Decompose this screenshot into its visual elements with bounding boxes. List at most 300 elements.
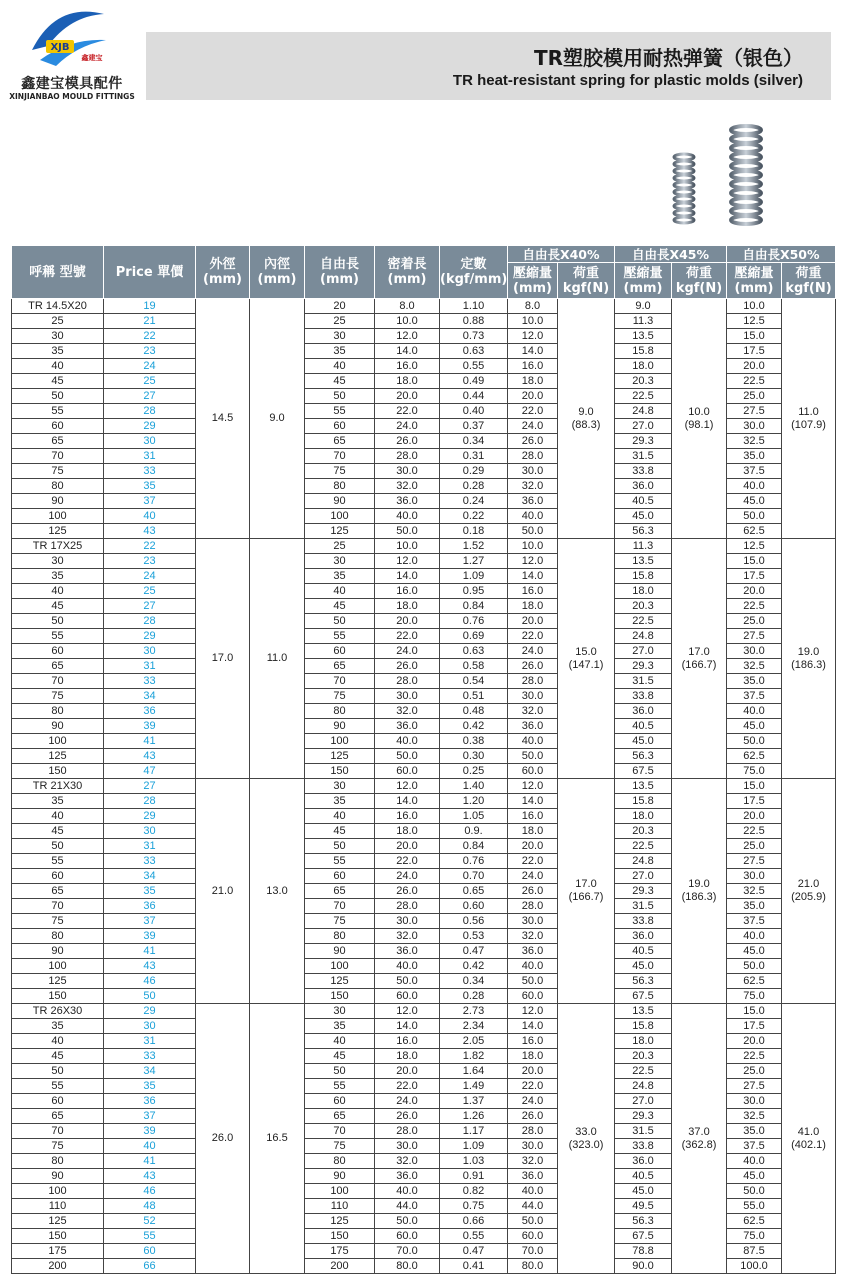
model-cell: 50 xyxy=(12,839,104,854)
compress-50-cell: 12.5 xyxy=(727,314,782,329)
model-cell: 100 xyxy=(12,509,104,524)
compress-45-cell: 40.5 xyxy=(615,1169,672,1184)
price-cell: 40 xyxy=(104,509,196,524)
free-length-cell: 25 xyxy=(305,314,375,329)
compress-50-cell: 37.5 xyxy=(727,464,782,479)
constant-cell: 1.05 xyxy=(440,809,508,824)
compress-50-cell: 50.0 xyxy=(727,734,782,749)
compress-45-cell: 24.8 xyxy=(615,629,672,644)
free-length-cell: 70 xyxy=(305,674,375,689)
constant-cell: 1.09 xyxy=(440,569,508,584)
load-40-cell xyxy=(558,779,615,1004)
solid-length-cell: 40.0 xyxy=(375,1184,440,1199)
price-cell: 33 xyxy=(104,464,196,479)
constant-cell: 0.55 xyxy=(440,359,508,374)
header-solid-length: 密着長 (mm) xyxy=(375,246,440,299)
price-cell: 29 xyxy=(104,809,196,824)
compress-40-cell: 24.0 xyxy=(508,419,558,434)
solid-length-cell: 50.0 xyxy=(375,749,440,764)
compress-40-cell: 22.0 xyxy=(508,404,558,419)
compress-50-cell: 12.5 xyxy=(727,539,782,554)
compress-50-cell: 22.5 xyxy=(727,599,782,614)
free-length-cell: 150 xyxy=(305,1229,375,1244)
free-length-cell: 55 xyxy=(305,629,375,644)
compress-40-cell: 70.0 xyxy=(508,1244,558,1259)
load-45-cell-kgf: 10.0 xyxy=(688,405,710,418)
load-45-cell-kgf: 19.0 xyxy=(688,878,710,890)
compress-50-cell: 32.5 xyxy=(727,659,782,674)
model-cell: 50 xyxy=(12,614,104,629)
compress-45-cell: 24.8 xyxy=(615,404,672,419)
free-length-cell: 65 xyxy=(305,434,375,449)
price-cell: 31 xyxy=(104,449,196,464)
solid-length-cell: 20.0 xyxy=(375,1064,440,1079)
price-cell: 39 xyxy=(104,719,196,734)
compress-50-cell: 35.0 xyxy=(727,899,782,914)
free-length-cell: 125 xyxy=(305,974,375,989)
constant-cell: 0.76 xyxy=(440,614,508,629)
header-load-45: 荷重 kgf(N) xyxy=(672,263,727,299)
free-length-cell: 50 xyxy=(305,1064,375,1079)
solid-length-cell: 44.0 xyxy=(375,1199,440,1214)
compress-50-cell: 75.0 xyxy=(727,1229,782,1244)
free-length-cell: 30 xyxy=(305,329,375,344)
constant-cell: 0.47 xyxy=(440,944,508,959)
compress-40-cell: 16.0 xyxy=(508,584,558,599)
compress-40-cell: 18.0 xyxy=(508,599,558,614)
solid-length-cell: 20.0 xyxy=(375,389,440,404)
compress-40-cell: 18.0 xyxy=(508,1049,558,1064)
compress-45-cell: 56.3 xyxy=(615,974,672,989)
free-length-cell: 75 xyxy=(305,689,375,704)
compress-50-cell: 40.0 xyxy=(727,929,782,944)
constant-cell: 0.95 xyxy=(440,584,508,599)
compress-45-cell: 27.0 xyxy=(615,1094,672,1109)
compress-40-cell: 60.0 xyxy=(508,1229,558,1244)
load-45-cell xyxy=(672,299,727,539)
load-40-cell-kgf: 15.0 xyxy=(575,645,597,658)
constant-cell: 0.34 xyxy=(440,974,508,989)
header-price: Price 單價 xyxy=(104,246,196,299)
spring-photo xyxy=(660,118,780,230)
solid-length-cell: 8.0 xyxy=(375,299,440,314)
model-cell: 125 xyxy=(12,1214,104,1229)
solid-length-cell: 28.0 xyxy=(375,899,440,914)
constant-cell: 0.65 xyxy=(440,884,508,899)
model-cell: 175 xyxy=(12,1244,104,1259)
price-cell: 60 xyxy=(104,1244,196,1259)
compress-50-cell: 25.0 xyxy=(727,389,782,404)
compress-40-cell: 26.0 xyxy=(508,434,558,449)
compress-40-cell: 36.0 xyxy=(508,719,558,734)
constant-cell: 1.26 xyxy=(440,1109,508,1124)
solid-length-cell: 30.0 xyxy=(375,914,440,929)
constant-cell: 1.64 xyxy=(440,1064,508,1079)
constant-cell: 0.40 xyxy=(440,404,508,419)
load-50-cell-newton: (205.9) xyxy=(791,891,826,903)
load-50-cell-kgf: 11.0 xyxy=(798,405,819,418)
inner-diameter-cell: 16.5 xyxy=(250,1004,305,1274)
load-40-cell-newton: (323.0) xyxy=(568,1138,604,1151)
constant-cell: 0.28 xyxy=(440,989,508,1004)
price-cell: 30 xyxy=(104,824,196,839)
free-length-cell: 30 xyxy=(305,554,375,569)
model-cell: 75 xyxy=(12,689,104,704)
load-45-cell xyxy=(672,539,727,779)
compress-45-cell: 13.5 xyxy=(615,554,672,569)
compress-40-cell: 50.0 xyxy=(508,749,558,764)
solid-length-cell: 28.0 xyxy=(375,674,440,689)
model-cell: 100 xyxy=(12,734,104,749)
model-cell: 75 xyxy=(12,1139,104,1154)
price-cell: 31 xyxy=(104,839,196,854)
compress-45-cell: 40.5 xyxy=(615,719,672,734)
page-title-cn: TR塑胶模用耐热弹簧（银色） xyxy=(533,46,803,70)
load-40-cell xyxy=(558,539,615,779)
model-cell: TR 26X30 xyxy=(12,1004,104,1019)
constant-cell: 1.20 xyxy=(440,794,508,809)
load-50-cell-newton: (402.1) xyxy=(791,1138,826,1151)
compress-45-cell: 22.5 xyxy=(615,389,672,404)
solid-length-cell: 10.0 xyxy=(375,314,440,329)
load-40-cell-kgf: 9.0 xyxy=(578,405,594,418)
logo-tag-text: 鑫建宝 xyxy=(81,53,103,62)
compress-45-cell: 27.0 xyxy=(615,419,672,434)
model-cell: 65 xyxy=(12,1109,104,1124)
compress-40-cell: 22.0 xyxy=(508,854,558,869)
model-cell: TR 21X30 xyxy=(12,779,104,794)
free-length-cell: 70 xyxy=(305,449,375,464)
constant-cell: 0.76 xyxy=(440,854,508,869)
compress-40-cell: 40.0 xyxy=(508,959,558,974)
price-cell: 19 xyxy=(104,299,196,314)
constant-cell: 0.22 xyxy=(440,509,508,524)
constant-cell: 0.42 xyxy=(440,719,508,734)
free-length-cell: 90 xyxy=(305,944,375,959)
solid-length-cell: 10.0 xyxy=(375,539,440,554)
free-length-cell: 70 xyxy=(305,1124,375,1139)
header-compress-50: 壓縮量 (mm) xyxy=(727,263,782,299)
header-free-length: 自由長 (mm) xyxy=(305,246,375,299)
free-length-cell: 35 xyxy=(305,344,375,359)
price-cell: 46 xyxy=(104,974,196,989)
free-length-cell: 65 xyxy=(305,1109,375,1124)
solid-length-cell: 32.0 xyxy=(375,704,440,719)
solid-length-cell: 12.0 xyxy=(375,554,440,569)
compress-40-cell: 22.0 xyxy=(508,629,558,644)
price-cell: 27 xyxy=(104,599,196,614)
free-length-cell: 45 xyxy=(305,599,375,614)
price-cell: 29 xyxy=(104,629,196,644)
load-45-cell-kgf: 17.0 xyxy=(688,645,710,658)
constant-cell: 0.66 xyxy=(440,1214,508,1229)
compress-45-cell: 67.5 xyxy=(615,764,672,779)
outer-diameter-cell: 26.0 xyxy=(196,1004,250,1274)
compress-40-cell: 20.0 xyxy=(508,389,558,404)
constant-cell: 2.05 xyxy=(440,1034,508,1049)
free-length-cell: 125 xyxy=(305,1214,375,1229)
table-row xyxy=(12,539,836,554)
load-45-cell-newton: (98.1) xyxy=(684,418,714,431)
compress-40-cell: 14.0 xyxy=(508,794,558,809)
price-cell: 31 xyxy=(104,1034,196,1049)
price-cell: 36 xyxy=(104,1094,196,1109)
constant-cell: 0.48 xyxy=(440,704,508,719)
constant-cell: 1.82 xyxy=(440,1049,508,1064)
compress-45-cell: 13.5 xyxy=(615,329,672,344)
free-length-cell: 200 xyxy=(305,1259,375,1274)
compress-40-cell: 26.0 xyxy=(508,884,558,899)
model-cell: 55 xyxy=(12,404,104,419)
constant-cell: 0.60 xyxy=(440,899,508,914)
solid-length-cell: 40.0 xyxy=(375,509,440,524)
load-40-cell-newton: (147.1) xyxy=(568,658,604,671)
price-cell: 30 xyxy=(104,1019,196,1034)
compress-40-cell: 26.0 xyxy=(508,659,558,674)
compress-50-cell: 75.0 xyxy=(727,764,782,779)
model-cell: 60 xyxy=(12,1094,104,1109)
model-cell: 80 xyxy=(12,479,104,494)
compress-45-cell: 49.5 xyxy=(615,1199,672,1214)
solid-length-cell: 22.0 xyxy=(375,629,440,644)
compress-45-cell: 31.5 xyxy=(615,449,672,464)
compress-50-cell: 40.0 xyxy=(727,1154,782,1169)
price-cell: 47 xyxy=(104,764,196,779)
compress-45-cell: 45.0 xyxy=(615,959,672,974)
compress-45-cell: 56.3 xyxy=(615,1214,672,1229)
solid-length-cell: 12.0 xyxy=(375,779,440,794)
compress-50-cell: 40.0 xyxy=(727,704,782,719)
load-45-cell-newton: (166.7) xyxy=(681,658,717,671)
free-length-cell: 50 xyxy=(305,614,375,629)
compress-40-cell: 40.0 xyxy=(508,509,558,524)
solid-length-cell: 60.0 xyxy=(375,989,440,1004)
compress-50-cell: 27.5 xyxy=(727,404,782,419)
constant-cell: 0.55 xyxy=(440,1229,508,1244)
free-length-cell: 40 xyxy=(305,1034,375,1049)
constant-cell: 0.84 xyxy=(440,839,508,854)
free-length-cell: 60 xyxy=(305,644,375,659)
free-length-cell: 125 xyxy=(305,749,375,764)
model-cell: 150 xyxy=(12,989,104,1004)
price-cell: 34 xyxy=(104,689,196,704)
solid-length-cell: 24.0 xyxy=(375,1094,440,1109)
constant-cell: 0.82 xyxy=(440,1184,508,1199)
compress-40-cell: 8.0 xyxy=(508,299,558,314)
load-50-cell-newton: (107.9) xyxy=(791,418,826,431)
price-cell: 28 xyxy=(104,794,196,809)
constant-cell: 0.51 xyxy=(440,689,508,704)
constant-cell: 0.88 xyxy=(440,314,508,329)
solid-length-cell: 30.0 xyxy=(375,1139,440,1154)
price-cell: 35 xyxy=(104,884,196,899)
solid-length-cell: 16.0 xyxy=(375,359,440,374)
compress-40-cell: 24.0 xyxy=(508,644,558,659)
model-cell: 75 xyxy=(12,914,104,929)
compress-50-cell: 30.0 xyxy=(727,1094,782,1109)
model-cell: 90 xyxy=(12,944,104,959)
price-cell: 55 xyxy=(104,1229,196,1244)
compress-50-cell: 20.0 xyxy=(727,809,782,824)
model-cell: 70 xyxy=(12,899,104,914)
solid-length-cell: 80.0 xyxy=(375,1259,440,1274)
compress-45-cell: 9.0 xyxy=(615,299,672,314)
compress-40-cell: 22.0 xyxy=(508,1079,558,1094)
model-cell: 90 xyxy=(12,719,104,734)
model-cell: 70 xyxy=(12,449,104,464)
model-cell: 60 xyxy=(12,419,104,434)
compress-40-cell: 14.0 xyxy=(508,1019,558,1034)
solid-length-cell: 28.0 xyxy=(375,1124,440,1139)
constant-cell: 0.24 xyxy=(440,494,508,509)
price-cell: 30 xyxy=(104,644,196,659)
compress-50-cell: 32.5 xyxy=(727,1109,782,1124)
model-cell: 65 xyxy=(12,434,104,449)
compress-45-cell: 24.8 xyxy=(615,1079,672,1094)
load-50-cell xyxy=(782,539,836,779)
compress-40-cell: 36.0 xyxy=(508,494,558,509)
model-cell: 40 xyxy=(12,1034,104,1049)
model-cell: 55 xyxy=(12,1079,104,1094)
compress-50-cell: 75.0 xyxy=(727,989,782,1004)
model-cell: 40 xyxy=(12,359,104,374)
compress-40-cell: 50.0 xyxy=(508,1214,558,1229)
constant-cell: 1.40 xyxy=(440,779,508,794)
solid-length-cell: 32.0 xyxy=(375,479,440,494)
price-cell: 25 xyxy=(104,374,196,389)
compress-40-cell: 26.0 xyxy=(508,1109,558,1124)
price-cell: 22 xyxy=(104,539,196,554)
compress-45-cell: 33.8 xyxy=(615,1139,672,1154)
constant-cell: 0.75 xyxy=(440,1199,508,1214)
free-length-cell: 150 xyxy=(305,764,375,779)
outer-diameter-cell: 21.0 xyxy=(196,779,250,1004)
outer-diameter-cell: 17.0 xyxy=(196,539,250,779)
model-cell: 45 xyxy=(12,1049,104,1064)
solid-length-cell: 22.0 xyxy=(375,404,440,419)
price-cell: 33 xyxy=(104,674,196,689)
load-50-cell-kgf: 41.0 xyxy=(797,1125,820,1138)
model-cell: 45 xyxy=(12,599,104,614)
model-cell: 90 xyxy=(12,1169,104,1184)
constant-cell: 0.70 xyxy=(440,869,508,884)
constant-cell: 0.37 xyxy=(440,419,508,434)
load-45-cell-kgf: 37.0 xyxy=(688,1125,710,1138)
price-cell: 43 xyxy=(104,959,196,974)
brand-logo xyxy=(0,0,142,108)
compress-40-cell: 16.0 xyxy=(508,359,558,374)
compress-40-cell: 20.0 xyxy=(508,1064,558,1079)
compress-40-cell: 12.0 xyxy=(508,329,558,344)
compress-50-cell: 20.0 xyxy=(727,584,782,599)
compress-45-cell: 11.3 xyxy=(615,539,672,554)
model-cell: TR 17X25 xyxy=(12,539,104,554)
constant-cell: 0.44 xyxy=(440,389,508,404)
model-cell: TR 14.5X20 xyxy=(12,299,104,314)
compress-45-cell: 67.5 xyxy=(615,989,672,1004)
header-group-40: 自由長X40% xyxy=(508,246,615,263)
free-length-cell: 45 xyxy=(305,824,375,839)
solid-length-cell: 26.0 xyxy=(375,434,440,449)
free-length-cell: 60 xyxy=(305,419,375,434)
solid-length-cell: 70.0 xyxy=(375,1244,440,1259)
price-cell: 35 xyxy=(104,1079,196,1094)
free-length-cell: 80 xyxy=(305,479,375,494)
compress-45-cell: 31.5 xyxy=(615,899,672,914)
model-cell: 35 xyxy=(12,569,104,584)
free-length-cell: 100 xyxy=(305,509,375,524)
model-cell: 90 xyxy=(12,494,104,509)
price-cell: 27 xyxy=(104,389,196,404)
compress-40-cell: 14.0 xyxy=(508,344,558,359)
compress-45-cell: 33.8 xyxy=(615,689,672,704)
compress-50-cell: 62.5 xyxy=(727,749,782,764)
table-row xyxy=(12,779,836,794)
constant-cell: 0.91 xyxy=(440,1169,508,1184)
free-length-cell: 75 xyxy=(305,914,375,929)
compress-50-cell: 22.5 xyxy=(727,374,782,389)
constant-cell: 1.37 xyxy=(440,1094,508,1109)
free-length-cell: 100 xyxy=(305,959,375,974)
free-length-cell: 20 xyxy=(305,299,375,314)
solid-length-cell: 32.0 xyxy=(375,929,440,944)
constant-cell: 0.47 xyxy=(440,1244,508,1259)
model-cell: 50 xyxy=(12,1064,104,1079)
load-40-cell-newton: (88.3) xyxy=(571,418,601,431)
constant-cell: 1.49 xyxy=(440,1079,508,1094)
price-cell: 46 xyxy=(104,1184,196,1199)
price-cell: 50 xyxy=(104,989,196,1004)
load-45-cell-newton: (186.3) xyxy=(681,891,717,903)
model-cell: 65 xyxy=(12,884,104,899)
constant-cell: 0.56 xyxy=(440,914,508,929)
price-cell: 52 xyxy=(104,1214,196,1229)
compress-45-cell: 33.8 xyxy=(615,464,672,479)
constant-cell: 0.38 xyxy=(440,734,508,749)
compress-40-cell: 24.0 xyxy=(508,869,558,884)
inner-diameter-cell: 11.0 xyxy=(250,539,305,779)
price-cell: 23 xyxy=(104,554,196,569)
model-cell: 40 xyxy=(12,809,104,824)
price-cell: 37 xyxy=(104,1109,196,1124)
model-cell: 45 xyxy=(12,374,104,389)
inner-diameter-cell: 13.0 xyxy=(250,779,305,1004)
compress-50-cell: 45.0 xyxy=(727,944,782,959)
constant-cell: 0.34 xyxy=(440,434,508,449)
model-cell: 70 xyxy=(12,674,104,689)
solid-length-cell: 26.0 xyxy=(375,884,440,899)
price-cell: 34 xyxy=(104,869,196,884)
price-cell: 28 xyxy=(104,614,196,629)
solid-length-cell: 16.0 xyxy=(375,584,440,599)
load-40-cell-newton: (166.7) xyxy=(568,891,604,903)
compress-40-cell: 20.0 xyxy=(508,839,558,854)
compress-50-cell: 27.5 xyxy=(727,1079,782,1094)
compress-45-cell: 29.3 xyxy=(615,1109,672,1124)
solid-length-cell: 50.0 xyxy=(375,1214,440,1229)
free-length-cell: 35 xyxy=(305,1019,375,1034)
compress-40-cell: 50.0 xyxy=(508,974,558,989)
compress-40-cell: 60.0 xyxy=(508,989,558,1004)
solid-length-cell: 30.0 xyxy=(375,464,440,479)
model-cell: 35 xyxy=(12,344,104,359)
compress-45-cell: 36.0 xyxy=(615,929,672,944)
solid-length-cell: 60.0 xyxy=(375,764,440,779)
free-length-cell: 100 xyxy=(305,1184,375,1199)
outer-diameter-cell: 14.5 xyxy=(196,299,250,539)
compress-50-cell: 100.0 xyxy=(727,1259,782,1274)
free-length-cell: 40 xyxy=(305,809,375,824)
